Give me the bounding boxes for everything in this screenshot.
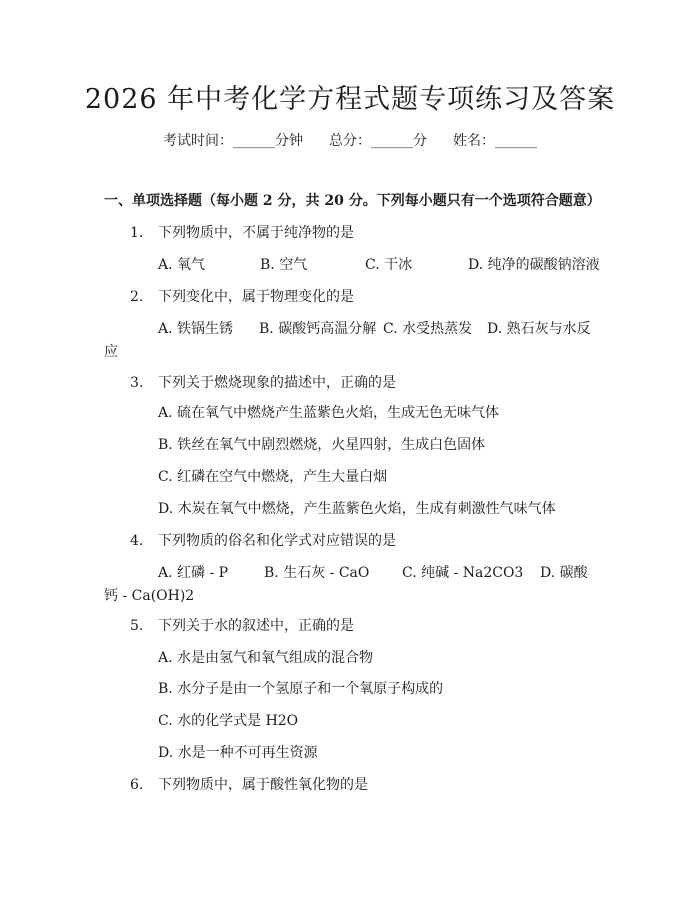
option-d: D. 水是一种不可再生资源 — [158, 745, 318, 761]
option-d: D. 木炭在氧气中燃烧，产生蓝紫色火焰，生成有刺激性气味气体 — [158, 501, 556, 517]
question-number: 1. — [130, 225, 144, 241]
option-c: C. 水的化学式是 H2O — [158, 713, 299, 729]
question-stem — [130, 775, 368, 795]
question-text: 下列关于燃烧现象的描述中，正确的是 — [158, 375, 396, 391]
question-text: 下列物质中，不属于纯净物的是 — [158, 225, 354, 241]
option-a: A. 硫在氧气中燃烧产生蓝紫色火焰，生成无色无味气体 — [158, 405, 500, 421]
option-wrap-text: 应 — [104, 344, 118, 360]
question-stem — [130, 616, 354, 636]
option-b: B. 空气 — [260, 257, 308, 273]
option-b: B. 碳酸钙高温分解 — [259, 321, 377, 337]
option-d: D. 纯净的碳酸钠溶液 — [468, 257, 600, 273]
question-text: 下列变化中，属于物理变化的是 — [158, 289, 354, 305]
option-row — [158, 255, 600, 275]
exam-info-line — [0, 131, 700, 151]
option-d: D. 碳酸 — [540, 565, 588, 581]
question-number: 4. — [130, 533, 144, 549]
question-text: 下列物质中，属于酸性氧化物的是 — [158, 777, 368, 793]
question-number: 2. — [130, 289, 144, 305]
page-title: 2026 年中考化学方程式题专项练习及答案 — [84, 84, 616, 115]
section-heading: 一、单项选择题（每小题 2 分，共 20 分。下列每小题只有一个选项符合题意） — [104, 193, 601, 209]
option-c: C. 干冰 — [365, 257, 413, 273]
student-name-label: 姓名：______ — [453, 133, 537, 149]
option-a: A. 氧气 — [158, 257, 206, 273]
option-b: B. 水分子是由一个氢原子和一个氧原子构成的 — [158, 681, 444, 697]
option-a: A. 红磷 - P — [158, 565, 229, 581]
option-wrap-text: 钙 - Ca(OH)2 — [104, 588, 195, 604]
question-stem — [130, 531, 396, 551]
total-score-label: 总分：______分 — [329, 133, 427, 149]
option-a: A. 铁锅生锈 — [158, 321, 234, 337]
option-a: A. 水是由氢气和氧气组成的混合物 — [158, 650, 374, 666]
option-c: C. 水受热蒸发 — [383, 321, 473, 337]
question-stem — [130, 223, 354, 243]
option-b: B. 生石灰 - CaO — [264, 565, 370, 581]
option-b: B. 铁丝在氧气中剧烈燃烧，火星四射，生成白色固体 — [158, 437, 486, 453]
question-stem — [130, 287, 354, 307]
option-row — [158, 563, 588, 583]
option-row — [158, 319, 591, 339]
exam-time-label: 考试时间：______分钟 — [163, 133, 303, 149]
question-number: 3. — [130, 375, 144, 391]
option-c: C. 红磷在空气中燃烧，产生大量白烟 — [158, 469, 388, 485]
question-number: 5. — [130, 618, 144, 634]
option-c: C. 纯碱 - Na2CO3 — [402, 565, 524, 581]
question-stem — [130, 373, 396, 393]
question-number: 6. — [130, 777, 144, 793]
question-text: 下列关于水的叙述中，正确的是 — [158, 618, 354, 634]
question-text: 下列物质的俗名和化学式对应错误的是 — [158, 533, 396, 549]
option-d: D. 熟石灰与水反 — [487, 321, 591, 337]
